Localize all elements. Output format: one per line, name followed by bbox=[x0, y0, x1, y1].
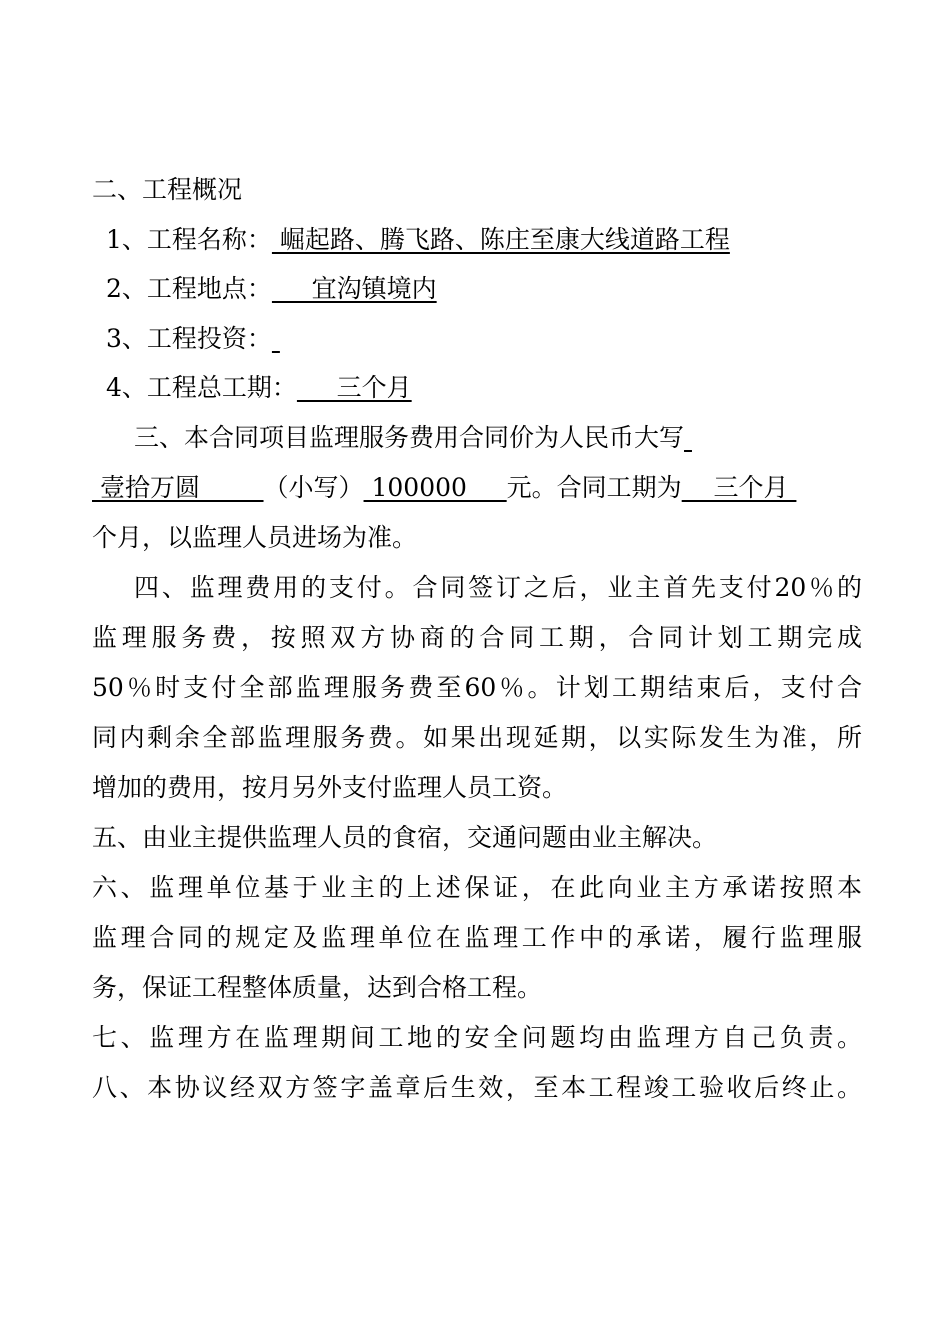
section-4-line: 增加的费用，按月另外支付监理人员工资。 bbox=[92, 773, 568, 802]
section-2-heading: 二、工程概况 bbox=[92, 175, 243, 204]
section-5: 五、由业主提供监理人员的食宿，交通问题由业主解决。 bbox=[92, 823, 718, 852]
section-6-line: 务，保证工程整体质量，达到合格工程。 bbox=[92, 973, 543, 1002]
section-6-line: 六、监理单位基于业主的上述保证，在此向业主方承诺按照本 bbox=[92, 873, 862, 902]
section-3-line-2: 壹拾万圆 （小写） 100000 元。合同工期为 三个月 bbox=[92, 473, 797, 502]
contract-period: 三个月 bbox=[681, 473, 797, 502]
amount-in-numbers: 100000 bbox=[363, 473, 507, 502]
section-7: 七、监理方在监理期间工地的安全问题均由监理方自己负责。 bbox=[92, 1023, 862, 1052]
project-location-row: 2、工程地点： 宜沟镇境内 bbox=[106, 274, 437, 303]
section-4-line: 50％时支付全部监理服务费至60％。计划工期结束后，支付合 bbox=[92, 673, 862, 702]
project-investment-row: 3、工程投资： bbox=[106, 321, 876, 357]
section-6-line: 监理合同的规定及监理单位在监理工作中的承诺，履行监理服 bbox=[92, 923, 862, 952]
amount-in-words: 壹拾万圆 bbox=[92, 473, 264, 502]
project-investment-value bbox=[272, 324, 280, 353]
section-4-line: 同内剩余全部监理服务费。如果出现延期，以实际发生为准，所 bbox=[92, 723, 862, 752]
section-4-line: 四、监理费用的支付。合同签订之后，业主首先支付20％的 bbox=[134, 573, 862, 602]
project-duration-row: 4、工程总工期： 三个月 bbox=[106, 373, 412, 402]
project-duration-value: 三个月 bbox=[296, 373, 412, 402]
project-name-value: 崛起路、腾飞路、陈庄至康大线道路工程 bbox=[271, 225, 730, 254]
project-location-value: 宜沟镇境内 bbox=[271, 274, 437, 303]
section-4-line: 监理服务费，按照双方协商的合同工期，合同计划工期完成 bbox=[92, 623, 862, 652]
section-3-line-3: 个月，以监理人员进场为准。 bbox=[92, 523, 418, 552]
section-3-line-1: 三、本合同项目监理服务费用合同价为人民币大写 bbox=[134, 423, 685, 452]
project-name-row: 1、工程名称： 崛起路、腾飞路、陈庄至康大线道路工程 bbox=[106, 225, 730, 254]
section-8: 八、本协议经双方签字盖章后生效，至本工程竣工验收后终止。 bbox=[92, 1073, 862, 1102]
